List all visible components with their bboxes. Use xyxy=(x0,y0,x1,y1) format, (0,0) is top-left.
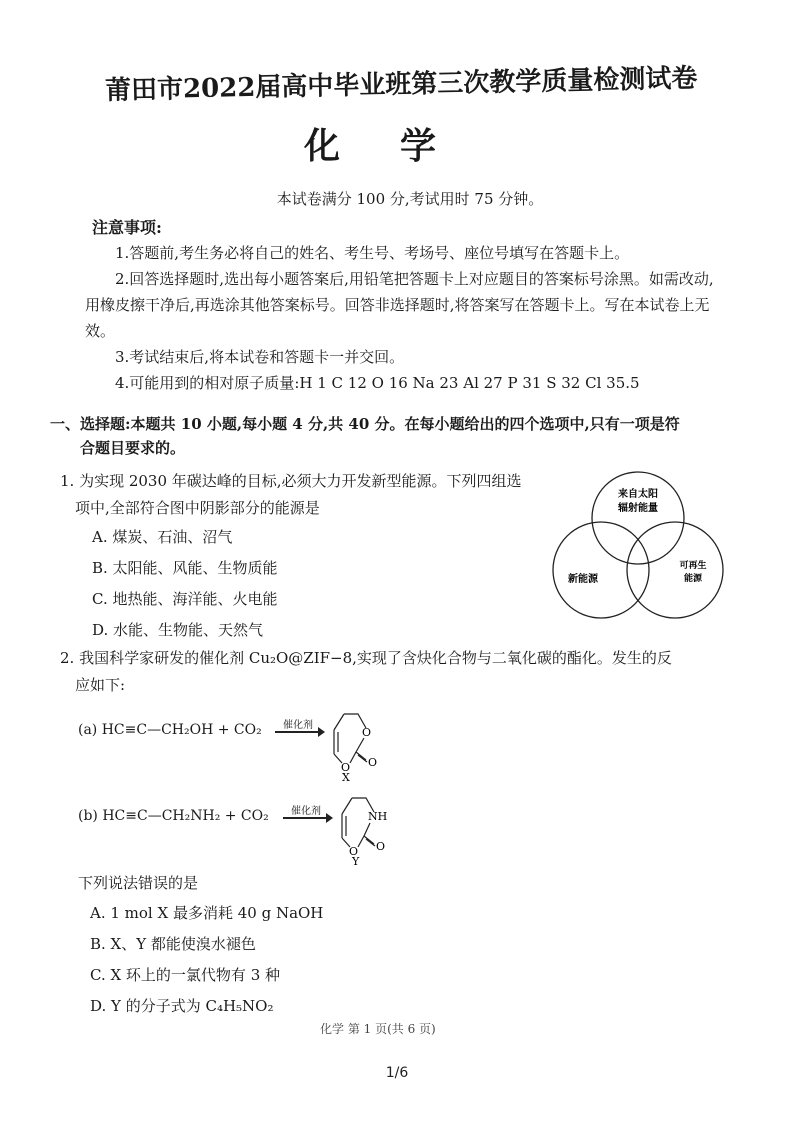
product-x-label: X xyxy=(342,771,350,783)
notice-heading: 注意事项: xyxy=(92,218,162,237)
notice-item-3: 3.考试结束后,将本试卷和答题卡一并交回。 xyxy=(115,348,405,366)
venn-left-label: 新能源 xyxy=(568,574,598,585)
product-y-carbonyl-o: O xyxy=(376,840,386,853)
q1-option-b: B. 太阳能、风能、生物质能 xyxy=(92,559,278,577)
section-heading-line1: 一、选择题:本题共 10 小题,每小题 4 分,共 40 分。在每小题给出的四个选项中,只有一项是符 xyxy=(50,415,680,433)
venn-circle-renewable xyxy=(627,522,723,618)
q2-stem-line2: 应如下: xyxy=(75,676,126,694)
q1-option-c: C. 地热能、海洋能、火电能 xyxy=(92,590,278,608)
exam-title: 莆田市2022届高中毕业班第三次教学质量检测试卷 xyxy=(104,63,698,106)
product-x-carbonyl-o: O xyxy=(368,756,378,769)
venn-top-label-2: 辐射能量 xyxy=(618,503,658,514)
product-y-ring-o: O xyxy=(349,845,359,858)
reaction-b-catalyst: 催化剂 xyxy=(291,806,321,817)
venn-diagram xyxy=(545,470,745,620)
product-y-label: Y xyxy=(352,855,360,867)
q1-stem-line1: 1. 为实现 2030 年碳达峰的目标,必须大力开发新型能源。下列四组选 xyxy=(60,472,522,490)
section-heading-line2: 合题目要求的。 xyxy=(80,439,186,457)
reaction-a-catalyst: 催化剂 xyxy=(283,720,313,731)
q2-option-a: A. 1 mol X 最多消耗 40 g NaOH xyxy=(90,904,324,922)
question-1 xyxy=(60,468,550,644)
venn-circle-new xyxy=(553,522,649,618)
subject-title: 化学 xyxy=(303,125,496,167)
product-x-structure xyxy=(322,708,392,783)
q1-option-d: D. 水能、生物能、天然气 xyxy=(92,621,264,639)
product-y-structure xyxy=(330,792,400,867)
reaction-b-reactants: (b) HC≡C—CH₂NH₂ + CO₂ xyxy=(78,808,269,824)
question-2 xyxy=(60,645,740,699)
q2-option-d: D. Y 的分子式为 C₄H₅NO₂ xyxy=(90,997,274,1015)
reaction-b-arrow xyxy=(283,817,331,819)
venn-circle-sun xyxy=(592,472,684,564)
reaction-a-arrow xyxy=(275,731,323,733)
q1-stem-line2: 项中,全部符合图中阴影部分的能源是 xyxy=(75,499,320,517)
q2-option-c: C. X 环上的一氯代物有 3 种 xyxy=(90,966,281,984)
product-x-ring-o1: O xyxy=(362,726,372,739)
q2-stem-line1: 2. 我国科学家研发的催化剂 Cu₂O@ZIF−8,实现了含炔化合物与二氧化碳的酯化。发生的反 xyxy=(60,649,672,667)
venn-right-label-1: 可再生 xyxy=(679,561,707,571)
notice-item-4: 4.可能用到的相对原子质量:H 1 C 12 O 16 Na 23 Al 27 P 31 S 32 Cl 35.5 xyxy=(115,374,640,392)
notice-list xyxy=(85,240,715,396)
page-counter: 1/6 xyxy=(385,1065,409,1081)
q2-prompt: 下列说法错误的是 xyxy=(78,874,199,892)
notice-item-1: 1.答题前,考生务必将自己的姓名、考生号、考场号、座位号填写在答题卡上。 xyxy=(115,244,630,262)
reaction-a-reactants: (a) HC≡C—CH₂OH + CO₂ xyxy=(78,722,262,738)
q2-option-b: B. X、Y 都能使溴水褪色 xyxy=(90,935,256,953)
product-y-nh: NH xyxy=(368,810,388,823)
section-heading xyxy=(50,412,730,460)
page-footer: 化学 第 1 页(共 6 页) xyxy=(320,1022,436,1036)
venn-top-label-1: 来自太阳 xyxy=(618,489,658,500)
product-x-ring-o2: O xyxy=(341,761,351,774)
notice-item-2: 2.回答选择题时,选出每小题答案后,用铅笔把答题卡上对应题目的答案标号涂黑。如需改动,用橡皮擦干净后,再选涂其他答案标号。回答非选择题时,将答案写在答题卡上。写在本试卷上无效。 xyxy=(85,270,714,340)
q1-option-a: A. 煤炭、石油、沼气 xyxy=(92,528,233,546)
score-line: 本试卷满分 100 分,考试用时 75 分钟。 xyxy=(276,190,544,208)
venn-right-label-2: 能源 xyxy=(683,574,703,584)
